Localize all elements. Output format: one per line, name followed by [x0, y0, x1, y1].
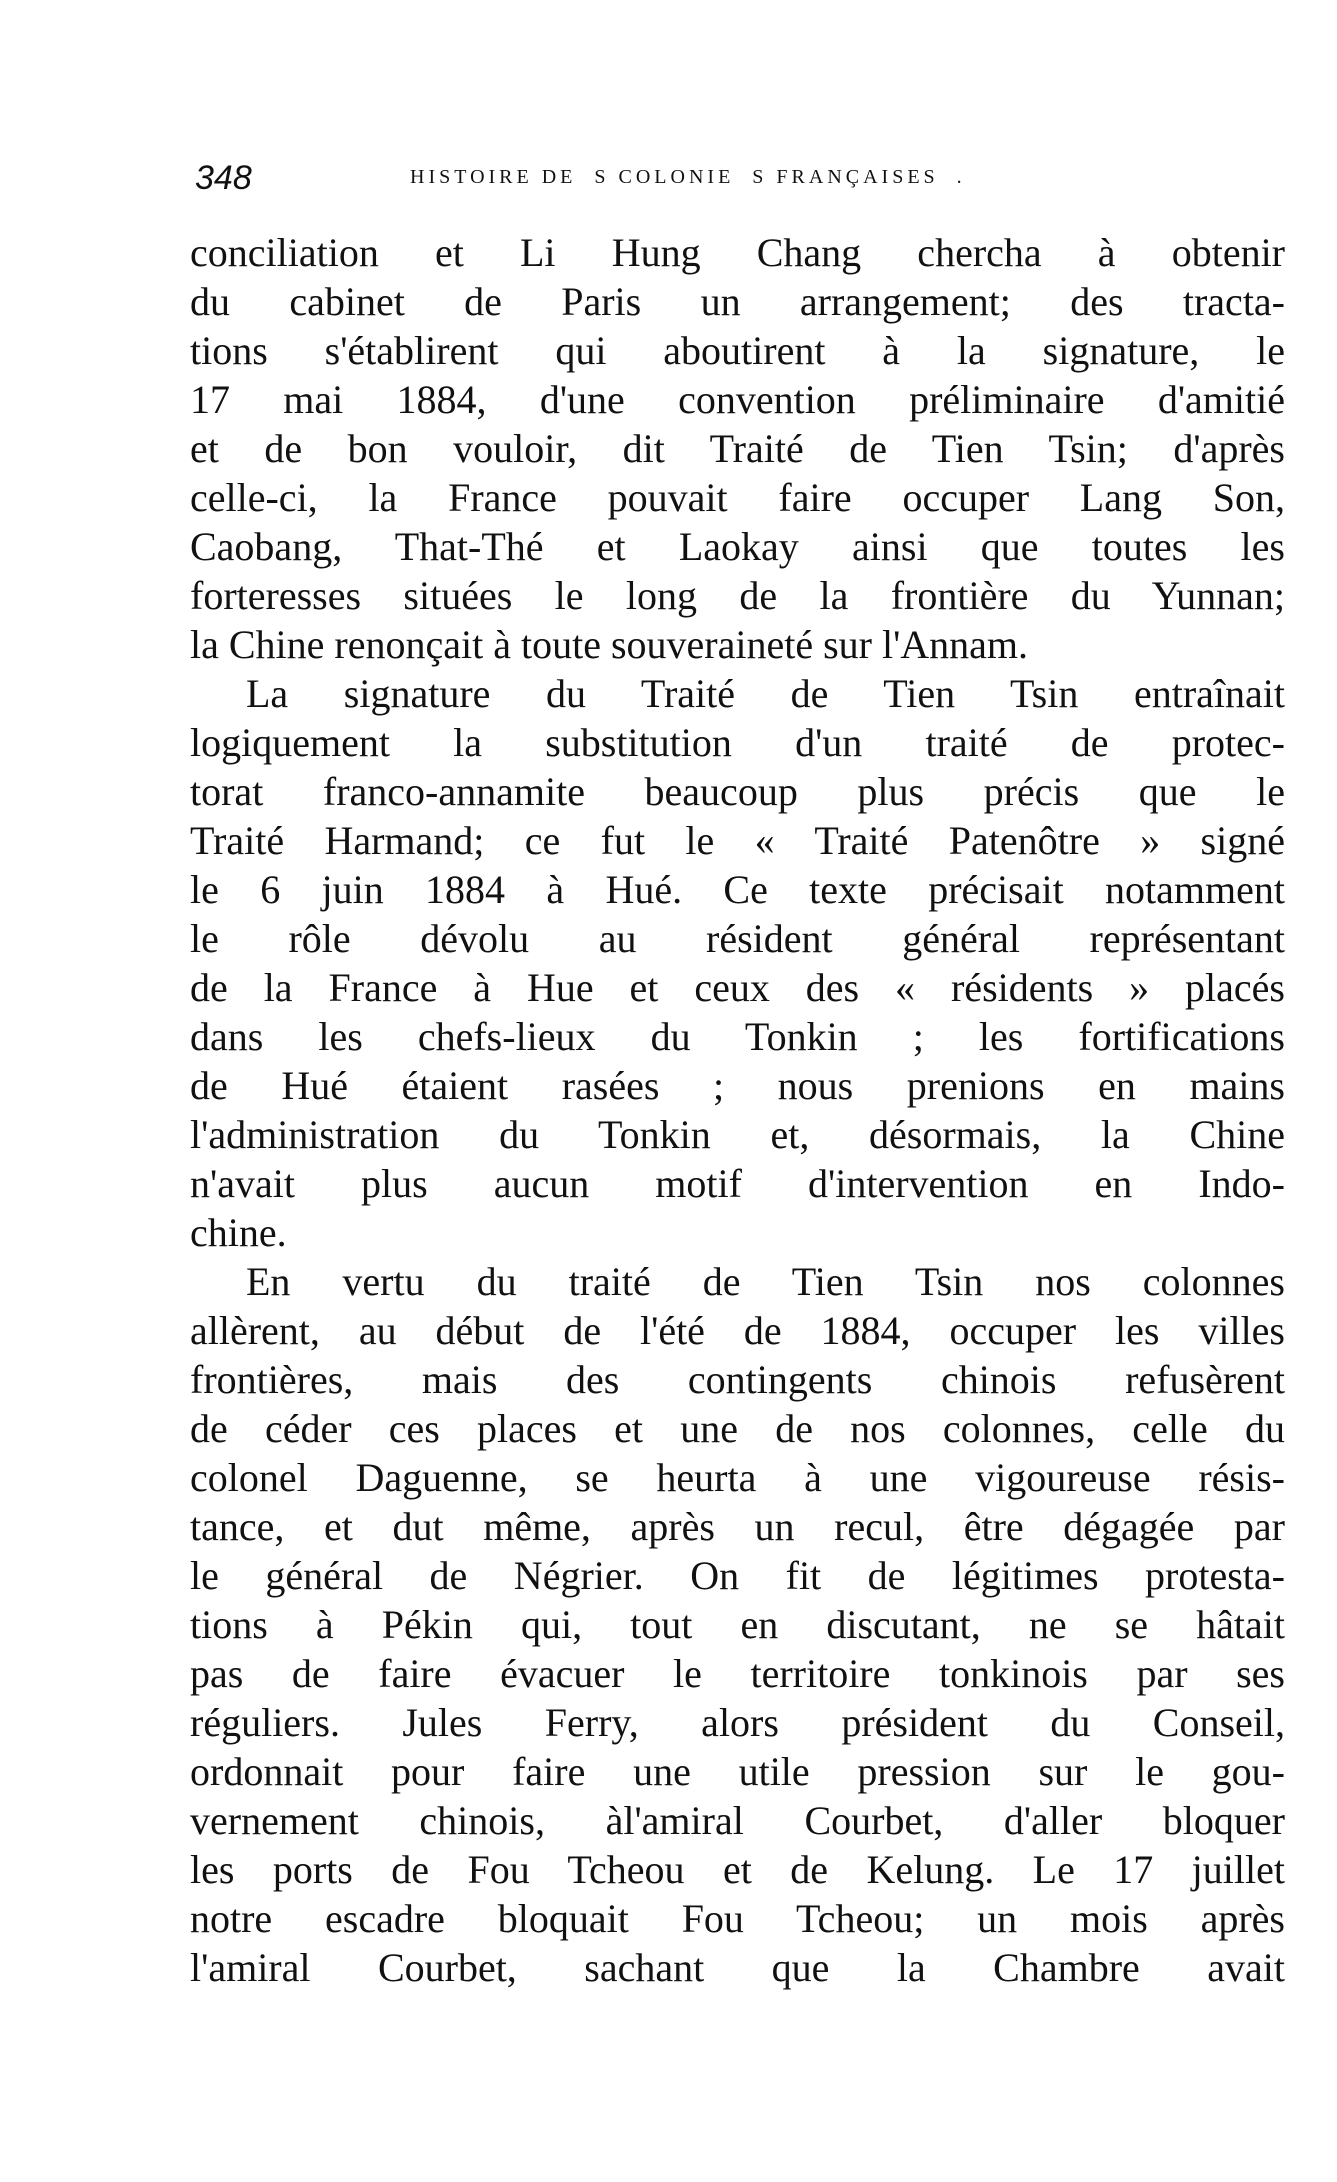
page-number: 348: [195, 159, 252, 197]
paragraph: [190, 228, 1285, 669]
text-line: le 6 juin 1884 à Hué. Ce texte précisait notamment: [190, 867, 1285, 912]
text-line: ordonnait pour faire une utile pression sur le gou-: [190, 1749, 1285, 1794]
text-line: tions s'établirent qui aboutirent à la signature, le: [190, 328, 1285, 373]
text-line: pas de faire évacuer le territoire tonkinois par ses: [190, 1651, 1285, 1696]
text-line: le général de Négrier. On fit de légitimes protesta-: [190, 1553, 1285, 1598]
text-line: de Hué étaient rasées ; nous prenions en mains: [190, 1063, 1285, 1108]
text-line: l'administration du Tonkin et, désormais, la Chine: [190, 1112, 1285, 1157]
text-line: La signature du Traité de Tien Tsin entraînait: [246, 671, 1285, 716]
text-line: frontières, mais des contingents chinois refusèrent: [190, 1357, 1285, 1402]
text-line: notre escadre bloquait Fou Tcheou; un mois après: [190, 1896, 1285, 1941]
text-line: de céder ces places et une de nos colonnes, celle du: [190, 1406, 1285, 1451]
text-line: de la France à Hue et ceux des « résidents » placés: [190, 965, 1285, 1010]
paragraph: [190, 669, 1285, 1257]
text-line: tions à Pékin qui, tout en discutant, ne se hâtait: [190, 1602, 1285, 1647]
text-line: En vertu du traité de Tien Tsin nos colonnes: [246, 1259, 1285, 1304]
text-line: logiquement la substitution d'un traité de protec-: [190, 720, 1285, 765]
running-title: HISTOIRE DE S COLONIE S FRANÇAISES .: [410, 166, 966, 188]
text-line: vernement chinois, àl'amiral Courbet, d'aller bloquer: [190, 1798, 1285, 1843]
text-line: forteresses situées le long de la frontière du Yunnan;: [190, 573, 1285, 618]
text-line: et de bon vouloir, dit Traité de Tien Tsin; d'après: [190, 426, 1285, 471]
text-line: la Chine renonçait à toute souveraineté sur l'Annam.: [190, 622, 1029, 667]
text-line: conciliation et Li Hung Chang chercha à obtenir: [190, 230, 1285, 275]
text-line: dans les chefs-lieux du Tonkin ; les fortifications: [190, 1014, 1285, 1059]
page-header: [195, 158, 1285, 198]
text-line: Traité Harmand; ce fut le « Traité Patenôtre » signé: [190, 818, 1285, 863]
text-line: réguliers. Jules Ferry, alors président du Conseil,: [190, 1700, 1285, 1745]
text-line: Caobang, That-Thé et Laokay ainsi que toutes les: [190, 524, 1285, 569]
body-text: [190, 228, 1285, 1992]
text-line: les ports de Fou Tcheou et de Kelung. Le 17 juillet: [190, 1847, 1285, 1892]
text-line: chine.: [190, 1210, 287, 1255]
text-line: torat franco-annamite beaucoup plus précis que le: [190, 769, 1285, 814]
text-line: celle-ci, la France pouvait faire occuper Lang Son,: [190, 475, 1285, 520]
text-line: allèrent, au début de l'été de 1884, occuper les villes: [190, 1308, 1285, 1353]
text-line: l'amiral Courbet, sachant que la Chambre avait: [190, 1945, 1285, 1990]
paragraph: [190, 1257, 1285, 1992]
text-line: colonel Daguenne, se heurta à une vigoureuse résis-: [190, 1455, 1285, 1500]
text-line: 17 mai 1884, d'une convention préliminaire d'amitié: [190, 377, 1285, 422]
text-line: tance, et dut même, après un recul, être dégagée par: [190, 1504, 1285, 1549]
text-line: du cabinet de Paris un arrangement; des tracta-: [190, 279, 1285, 324]
text-line: n'avait plus aucun motif d'intervention en Indo-: [190, 1161, 1285, 1206]
text-line: le rôle dévolu au résident général représentant: [190, 916, 1285, 961]
